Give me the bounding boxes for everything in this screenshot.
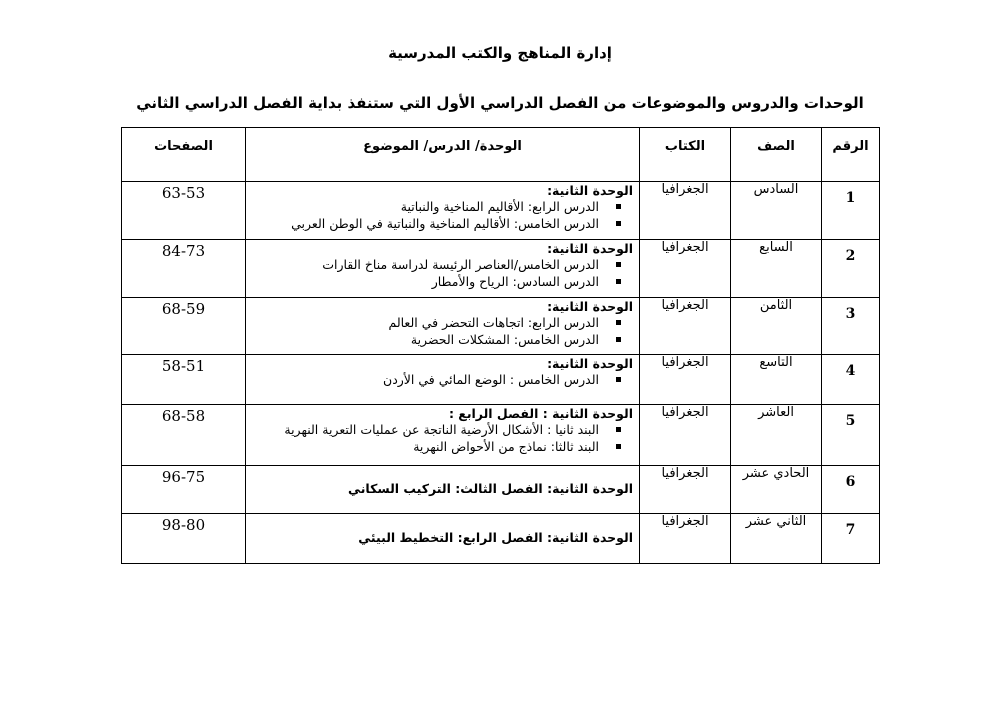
lesson-text: الدرس الخامس: المشكلات الحضرية — [410, 332, 599, 347]
square-bullet-icon — [616, 204, 621, 209]
header-pages: الصفحات — [122, 128, 246, 182]
row-grade: السابع — [731, 240, 822, 298]
row-topic — [246, 466, 640, 514]
lesson-item — [252, 438, 633, 455]
units-table — [121, 127, 880, 564]
unit-title: الوحدة الثانية : الفصل الرابع : — [448, 406, 633, 421]
square-bullet-icon — [616, 444, 621, 449]
square-bullet-icon — [616, 377, 621, 382]
unit-title: الوحدة الثانية: — [547, 356, 633, 371]
row-book: الجغرافيا — [640, 355, 731, 405]
row-book: الجغرافيا — [640, 466, 731, 514]
row-topic — [246, 405, 640, 466]
lesson-text: الدرس الرابع: الأقاليم المناخية والنباتية — [400, 199, 599, 214]
document-subtitle: الوحدات والدروس والموضوعات من الفصل الدراسي الأول التي ستنفذ بداية الفصل الدراسي الثاني — [136, 94, 864, 112]
header-topic: الوحدة/ الدرس/ الموضوع — [246, 128, 640, 182]
lesson-item — [252, 371, 633, 388]
unit-title: الوحدة الثانية: — [547, 299, 633, 314]
table-row — [122, 182, 880, 240]
row-book: الجغرافيا — [640, 298, 731, 355]
square-bullet-icon — [616, 262, 621, 267]
department-title: إدارة المناهج والكتب المدرسية — [388, 44, 612, 62]
row-topic — [246, 298, 640, 355]
header-grade: الصف — [731, 128, 822, 182]
lesson-item — [252, 421, 633, 438]
lesson-text: البند ثالثا: نماذج من الأحواض النهرية — [413, 439, 599, 454]
row-pages: 68-58 — [122, 405, 246, 466]
unit-title: الوحدة الثانية: — [547, 241, 633, 256]
table-header-row — [122, 128, 880, 182]
square-bullet-icon — [616, 320, 621, 325]
lesson-item — [252, 273, 633, 290]
row-pages: 68-59 — [122, 298, 246, 355]
table-row — [122, 240, 880, 298]
lesson-item — [252, 314, 633, 331]
table-row — [122, 466, 880, 514]
row-topic — [246, 182, 640, 240]
lesson-text: الدرس الرابع: اتجاهات التحضر في العالم — [388, 315, 599, 330]
row-grade: السادس — [731, 182, 822, 240]
row-num: 6 — [822, 466, 880, 514]
row-grade: الثامن — [731, 298, 822, 355]
lesson-text: الدرس الخامس/العناصر الرئيسة لدراسة مناخ القارات — [322, 257, 599, 272]
row-num: 5 — [822, 405, 880, 466]
row-num: 2 — [822, 240, 880, 298]
header-num: الرقم — [822, 128, 880, 182]
table-row — [122, 514, 880, 564]
lesson-item — [252, 198, 633, 215]
row-num: 7 — [822, 514, 880, 564]
row-book: الجغرافيا — [640, 182, 731, 240]
row-num: 1 — [822, 182, 880, 240]
square-bullet-icon — [616, 221, 621, 226]
square-bullet-icon — [616, 337, 621, 342]
row-topic — [246, 355, 640, 405]
row-num: 3 — [822, 298, 880, 355]
row-pages: 98-80 — [122, 514, 246, 564]
unit-title: الوحدة الثانية: الفصل الثالث: التركيب السكاني — [348, 481, 633, 496]
row-grade: الثاني عشر — [731, 514, 822, 564]
row-pages: 63-53 — [122, 182, 246, 240]
row-book: الجغرافيا — [640, 405, 731, 466]
row-grade: الحادي عشر — [731, 466, 822, 514]
row-topic — [246, 514, 640, 564]
lesson-item — [252, 256, 633, 273]
row-grade: العاشر — [731, 405, 822, 466]
lesson-item — [252, 331, 633, 348]
lesson-item — [252, 215, 633, 232]
lesson-text: الدرس الخامس: الأقاليم المناخية والنباتية في الوطن العربي — [291, 216, 599, 231]
unit-title: الوحدة الثانية: الفصل الرابع: التخطيط البيئي — [358, 530, 633, 545]
lesson-text: الدرس السادس: الرياح والأمطار — [431, 274, 599, 289]
row-pages: 84-73 — [122, 240, 246, 298]
row-pages: 58-51 — [122, 355, 246, 405]
table-row — [122, 355, 880, 405]
lesson-text: البند ثانيا : الأشكال الأرضية الناتجة عن عمليات التعرية النهرية — [284, 422, 599, 437]
lesson-text: الدرس الخامس : الوضع المائي في الأردن — [383, 372, 599, 387]
square-bullet-icon — [616, 427, 621, 432]
row-pages: 96-75 — [122, 466, 246, 514]
row-num: 4 — [822, 355, 880, 405]
unit-title: الوحدة الثانية: — [547, 183, 633, 198]
row-book: الجغرافيا — [640, 240, 731, 298]
row-topic — [246, 240, 640, 298]
table-row — [122, 298, 880, 355]
row-book: الجغرافيا — [640, 514, 731, 564]
square-bullet-icon — [616, 279, 621, 284]
row-grade: التاسع — [731, 355, 822, 405]
table-row — [122, 405, 880, 466]
header-book: الكتاب — [640, 128, 731, 182]
